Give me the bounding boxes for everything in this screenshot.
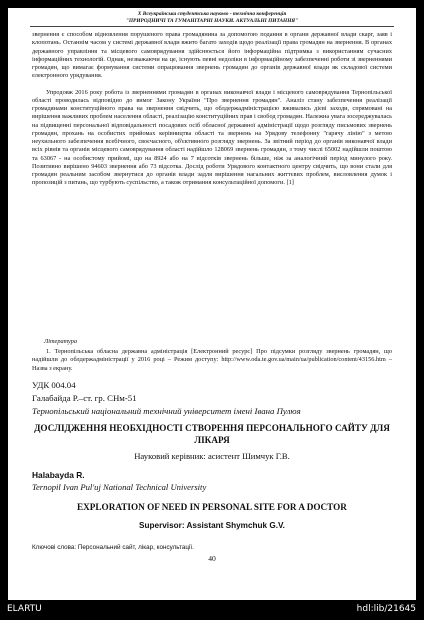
en-article-title: EXPLORATION OF NEED IN PERSONAL SITE FOR A DOCTOR [77, 502, 347, 512]
conference-header [8, 11, 416, 25]
conference-header-line2: "ПРИРОДНИЧІ ТА ГУМАНІТАРНІ НАУКИ. АКТУАЛЬНІ ПИТАННЯ" [125, 18, 299, 24]
paragraph-2: Упродовж 2016 року робота із зверненнями громадян в органах виконавчої влади і місцевого самоврядування Тернопільської області проводилась відповідно до вимог Закону України "Про звернення громадян". Аналіз стану забезпечення реалізації громадянами конституційного права на звернення свідчить, що облдержадміністрацією вживались дієві заходи, спрямовані на вирішення важливих проблем населення області, реалізацію конституційних прав і свобод громадян. Належна увага зосереджувалась на підвищенні персональної відповідальності посадових осіб обласної державної адміністрації щодо розгляду письмових звернень громадян, прохань на особистих прийомах керівництва області та звернень на Урядову телефонну "гарячу лінію" з метою неухильного забезпечення всебічного, своєчасного, об'єктивного розгляду звернень. За звітний період до органів виконавчої влади всіх рівнів та органів місцевого самоврядування області надійшло 128069 звернень громадян, з тому числі 65002 надійшли поштою та 63067 - на особистому прийомі, що на 8924 або на 7 відсотків звернень більше, ніж за аналогічний період минулого року. Позитивно вирішено 94603 звернення або 73 відсотка. Дослід роботи Урядового контактного центру свідчить, що вони стали для громадян реальним засобом звернутися до органів влади задля вирішення нагальних життєвих проблем, висловлення думок і пропозицій з питань, що турбують суспільство, а також отримання консультаційної допомоги. [1] [32, 88, 392, 187]
paragraph-1: звернення є способом відновлення порушеного права громадянина за допомогою подання в органи державної влади скарг, заяв і клопотань. Останнім часом у системі державної влади вжито багато заходів щодо реалізації права громадян на звернення. В органах державного управління та місцевого самоврядування здійснюється його інформаційна підтримка з використанням сучасних інформаційних технологій. Однак, незважаючи на це, існують певні недоліки в інформаційному забезпеченні роботи зі зверненнями громадян, що вимагає формування системи опрацювання звернень громадян до органів державної влади як складової системи електронного урядування. [32, 31, 392, 80]
page-number: 40 [208, 554, 216, 563]
body-text-top [32, 31, 392, 188]
header-divider [30, 26, 394, 27]
literature-list [32, 348, 392, 373]
conference-header-line1: X Всеукраїнська студентська науково - технічна конференція [137, 11, 287, 17]
author-name: Галабайда Р.–ст. гр. СНм-51 [32, 393, 137, 403]
handle-id: hdl:lib/21645 [356, 604, 416, 614]
document-page [8, 8, 416, 600]
literature-item: 1. Тернопільська обласна державна адміністрація [Електронний ресурс] Про підсумки розгляду звернень громадян, що надійшли до облдержадміністрації у 2016 році – Режим доступу: http://www.oda.te.gov.ua/main/ua/publication/content/43156.htm – Назва з екрану. [32, 348, 392, 372]
literature-heading: Література [44, 338, 78, 345]
en-supervisor: Supervisor: Assistant Shymchuk G.V. [139, 521, 285, 530]
keywords: Ключові слова: Персональний сайт, лікар, консультації. [32, 544, 194, 551]
udk-code: УДК 004.04 [32, 380, 76, 390]
article-title: ДОСЛІДЖЕННЯ НЕОБХІДНОСТІ СТВОРЕННЯ ПЕРСОНАЛЬНОГО САЙТУ ДЛЯ ЛІКАРЯ [34, 423, 390, 445]
supervisor: Науковий керівник: асистент Шимчук Г.В. [134, 451, 290, 461]
en-author-name: Halabayda R. [32, 470, 85, 480]
repository-label: ELARTU [7, 604, 42, 614]
en-affiliation: Ternopil Ivan Pul'uj National Technical University [32, 482, 207, 492]
author-affiliation: Тернопільський національний технічний університет імені Івана Пулюя [32, 406, 301, 416]
